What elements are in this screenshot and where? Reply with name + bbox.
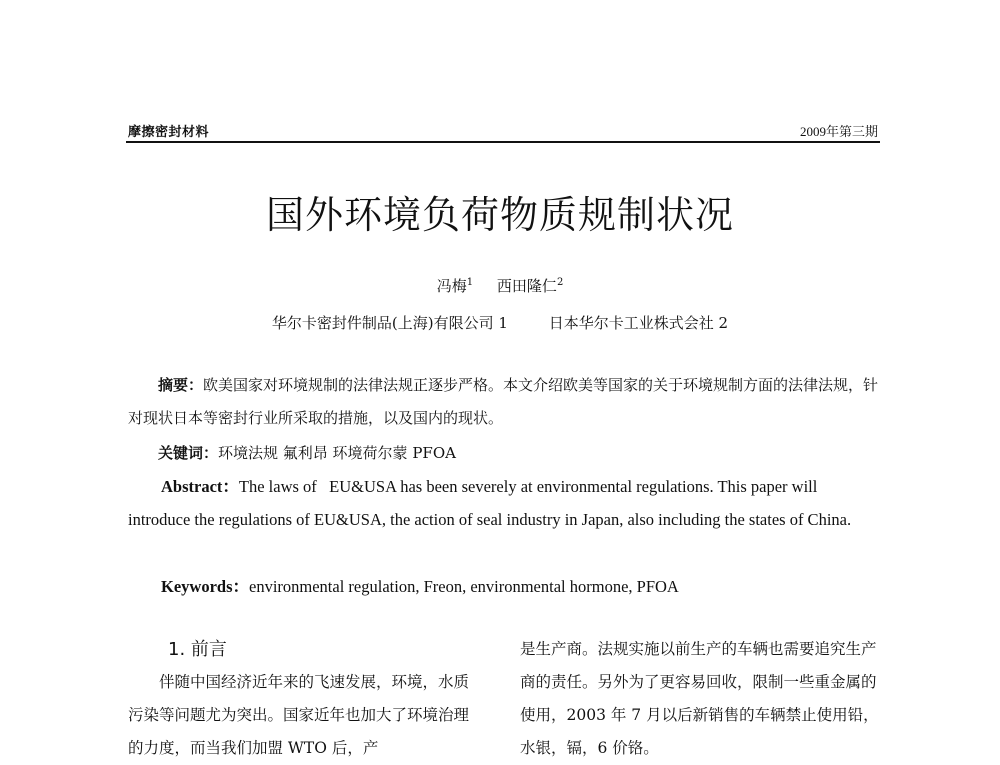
affiliation: 日本华尔卡工业株式会社 2 [548,314,729,332]
keywords-label: 关键词： [158,444,219,462]
keywords-text: environmental regulation, Freon, environmental hormone, PFOA [249,577,679,596]
affiliations [0,312,1000,333]
paper-title: 国外环境负荷物质规制状况 [265,193,734,237]
abstract-label: 摘要： [158,376,204,394]
author-list [0,275,1000,296]
section-heading: 1. 前言 [168,639,227,660]
abstract-label: Abstract： [161,477,239,496]
header-rule [126,141,880,143]
author-affil-mark: 1 [466,277,474,288]
body-left-column [128,633,483,765]
author-name: 西田隆仁 [496,277,557,295]
keywords-text: 环境法规 氟利昂 环境荷尔蒙 PFOA [218,444,456,462]
body-paragraph: 是生产商。法规实施以前生产的车辆也需要追究生产商的责任。另外为了更容易回收，限制一些重金属的使用，2003 年 7 月以后新销售的车辆禁止使用铅，水银，镉，6 价铬。 [520,640,879,757]
keywords-label: Keywords： [161,577,249,596]
abstract-chinese [128,369,880,435]
affiliation: 华尔卡密封件制品(上海)有限公司 1 [271,314,508,332]
issue-label: 2009年第三期 [799,124,878,139]
author-name: 冯梅 [436,277,467,295]
journal-name: 摩擦密封材料 [128,125,210,140]
body-right-column [520,633,882,765]
keywords-english [128,570,880,603]
abstract-english [128,470,880,536]
body-paragraph: 伴随中国经济近年来的飞速发展，环境，水质污染等问题尤为突出。国家近年也加大了环境治理的力度，而当我们加盟 WTO 后，产 [128,673,470,757]
keywords-chinese [128,437,880,470]
abstract-text: The laws of EU&USA has been severely at environmental regulations. This paper will introduce the regulations of EU&USA, the action of seal industry in Japan, also including the states of China. [128,477,852,529]
author-affil-mark: 2 [556,277,564,288]
abstract-text: 欧美国家对环境规制的法律法规正逐步严格。本文介绍欧美等国家的关于环境规制方面的法律法规，针对现状日本等密封行业所采取的措施，以及国内的现状。 [128,376,879,427]
